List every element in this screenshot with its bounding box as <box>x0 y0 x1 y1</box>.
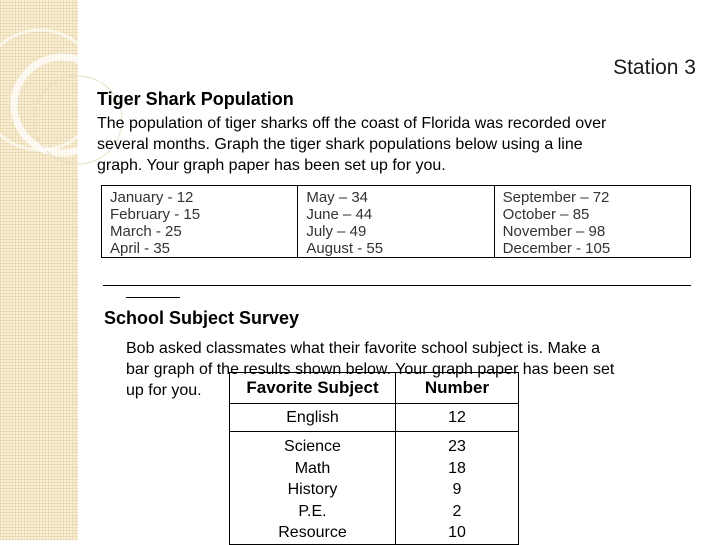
months-column-3 <box>494 186 690 257</box>
shark-data-box <box>101 185 691 258</box>
number-item: 9 <box>452 481 462 498</box>
month-entry: November – 98 <box>502 223 606 240</box>
survey-description-line: bar graph of the results shown below. Your graph paper has been set <box>126 361 615 378</box>
shark-description-line: several months. Graph the tiger shark populations below using a line <box>97 136 583 153</box>
number-item: 10 <box>448 524 466 541</box>
survey-description-line: Bob asked classmates what their favorite school subject is. Make a <box>126 340 600 357</box>
table-row <box>230 404 519 432</box>
months-column-2 <box>297 186 493 257</box>
numbers-cell <box>396 432 519 545</box>
month-entry: July – 49 <box>306 223 367 240</box>
shark-description <box>97 113 606 176</box>
subject-item: Math <box>294 459 331 477</box>
shark-description-line: graph. Your graph paper has been set up for you. <box>97 157 446 174</box>
subject-item: P.E. <box>298 502 327 520</box>
number-cell: 12 <box>396 404 519 432</box>
survey-section-title: School Subject Survey <box>104 308 300 328</box>
month-entry: February - 15 <box>110 206 201 223</box>
month-entry: March - 25 <box>110 223 182 240</box>
station-label: Station 3 <box>613 56 696 79</box>
month-entry: December - 105 <box>502 240 611 257</box>
number-item: 18 <box>448 459 466 477</box>
header-number: Number <box>396 373 519 404</box>
survey-table <box>229 372 519 545</box>
month-entry: October – 85 <box>502 206 590 223</box>
shark-description-line: The population of tiger sharks off the coast of Florida was recorded over <box>97 115 607 132</box>
shark-section-title: Tiger Shark Population <box>97 89 294 109</box>
subject-item: Science <box>284 438 341 455</box>
table-row <box>230 432 519 545</box>
month-entry: April - 35 <box>110 240 171 257</box>
subject-item: Resource <box>278 524 347 541</box>
month-entry: June – 44 <box>306 206 373 223</box>
subject-item: History <box>287 481 338 498</box>
table-header-row <box>230 373 519 404</box>
month-entry: August - 55 <box>306 240 384 257</box>
number-item: 2 <box>452 502 462 520</box>
header-favorite-subject: Favorite Subject <box>230 373 396 404</box>
month-entry: May – 34 <box>306 189 369 206</box>
number-item: 23 <box>448 438 466 455</box>
subject-cell: English <box>230 404 396 432</box>
section-divider <box>103 285 691 286</box>
survey-description-line: up for you. <box>126 382 202 399</box>
short-divider <box>126 297 180 298</box>
month-entry: September – 72 <box>502 189 610 206</box>
subjects-cell <box>230 432 396 545</box>
month-entry: January - 12 <box>110 189 194 206</box>
months-column-1 <box>102 186 297 257</box>
